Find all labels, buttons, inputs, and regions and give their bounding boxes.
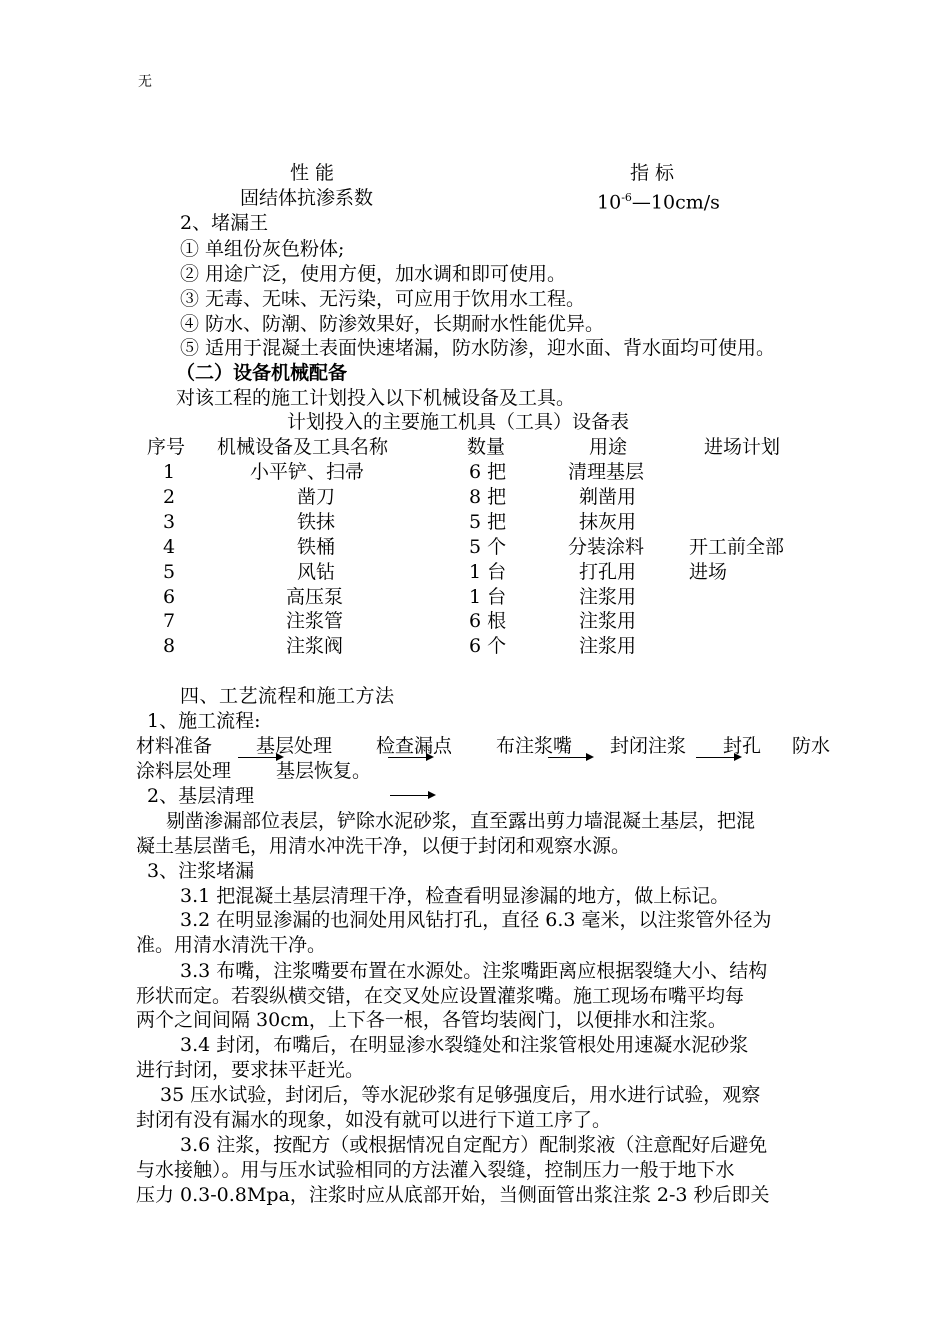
flow-arrow-icon [388,757,432,758]
flow-title: 1、施工流程: [147,710,261,732]
grout-paragraph: 压力 0.3-0.8Mpa，注浆时应从底部开始，当侧面管出浆注浆 2-3 秒后即关 [136,1184,770,1206]
table-cell-qty: 5 个 [469,536,507,558]
section2-intro: 对该工程的施工计划投入以下机械设备及工具。 [176,387,576,409]
flow-step: 布注浆嘴 [496,735,573,757]
table-cell-name: 铁桶 [297,536,336,558]
flow-step: 防水 [792,735,831,757]
table-cell-no: 7 [163,610,176,632]
clean-title: 2、基层清理 [147,785,255,807]
item2-point: ⑤ 适用于混凝土表面快速堵漏，防水防渗，迎水面、背水面均可使用。 [180,337,776,359]
flow-step: 检查漏点 [376,735,453,757]
flow-arrow-icon [696,757,740,758]
grout-paragraph: 封闭有没有漏水的现象，如没有就可以进行下道工序了。 [136,1109,612,1131]
grout-paragraph: 35 压水试验，封闭后，等水泥砂浆有足够强度后，用水进行试验，观察 [160,1084,761,1106]
table-cell-name: 注浆阀 [286,635,344,657]
table-cell-qty: 6 个 [469,635,507,657]
flow-step: 封孔 [723,735,762,757]
equipment-table-title: 计划投入的主要施工机具（工具）设备表 [287,411,630,433]
grout-paragraph: 3.6 注浆，按配方（或根据情况自定配方）配制浆液（注意配好后避免 [180,1134,768,1156]
flow-arrow-icon [548,757,592,758]
flow-step: 材料准备 [136,735,213,757]
flow-step: 基层恢复。 [276,760,372,782]
table-cell-use: 清理基层 [568,461,645,483]
table-cell-use: 注浆用 [579,610,637,632]
item2-point: ④ 防水、防潮、防渗效果好，长期耐水性能优异。 [180,313,605,335]
section2-heading: （二）设备机械配备 [176,362,348,384]
table-cell-name: 风钻 [297,561,336,583]
table-cell-name: 铁抹 [297,511,336,533]
perf-col1-header: 性 能 [290,162,335,184]
table-cell-qty: 5 把 [469,511,507,533]
table-cell-no: 3 [163,511,176,533]
grout-paragraph: 准。用清水清洗干净。 [136,934,327,956]
flow-arrow-icon [390,795,434,796]
table-cell-use: 注浆用 [579,635,637,657]
table-cell-use: 分装涂料 [568,536,645,558]
item2-point: ② 用途广泛，使用方便，加水调和即可使用。 [180,263,567,285]
grout-paragraph: 两个之间间隔 30cm，上下各一根，各管均装阀门，以便排水和注浆。 [136,1009,727,1031]
table-cell-name: 小平铲、扫帚 [250,461,365,483]
item2-point: ③ 无毒、无味、无污染，可应用于饮用水工程。 [180,288,586,310]
clean-text: 凝土基层凿毛，用清水冲洗干净，以便于封闭和观察水源。 [136,835,631,857]
table-cell-name: 凿刀 [297,486,336,508]
table-header-plan: 进场计划 [704,436,781,458]
table-cell-qty: 6 把 [469,461,507,483]
table-header-name: 机械设备及工具名称 [217,436,389,458]
table-plan-line2: 进场 [689,561,728,583]
table-cell-qty: 1 台 [469,561,507,583]
table-cell-no: 5 [163,561,176,583]
perf-row-value: $10^{-6}—10cm/s$ [597,191,720,214]
grout-title: 3、注浆堵漏 [147,860,255,882]
clean-text: 剔凿渗漏部位表层，铲除水泥砂浆，直至露出剪力墙混凝土基层，把混 [166,810,756,832]
table-cell-no: 4 [163,536,176,558]
flow-step: 涂料层处理 [136,760,232,782]
section4-heading: 四、工艺流程和施工方法 [180,685,395,707]
table-plan-line1: 开工前全部 [689,536,785,558]
perf-col2-header: 指 标 [630,162,675,184]
grout-paragraph: 3.4 封闭，布嘴后，在明显渗水裂缝处和注浆管根处用速凝水泥砂浆 [180,1034,749,1056]
flow-step: 基层处理 [256,735,333,757]
table-header-no: 序号 [147,436,186,458]
table-cell-qty: 1 台 [469,586,507,608]
table-header-use: 用途 [589,436,628,458]
table-cell-qty: 6 根 [469,610,507,632]
table-header-qty: 数量 [467,436,506,458]
grout-paragraph: 3.3 布嘴，注浆嘴要布置在水源处。注浆嘴距离应根据裂缝大小、结构 [180,960,768,982]
grout-paragraph: 与水接触）。用与压水试验相同的方法灌入裂缝，控制压力一般于地下水 [136,1159,735,1181]
header-mark: 无 [138,74,152,90]
grout-paragraph: 3.2 在明显渗漏的也洞处用风钻打孔，直径 6.3 毫米，以注浆管外径为 [180,909,772,931]
table-cell-no: 1 [163,461,176,483]
table-cell-name: 注浆管 [286,610,344,632]
item2-point: ① 单组份灰色粉体; [180,238,345,260]
grout-paragraph: 3.1 把混凝土基层清理干净，检查看明显渗漏的地方，做上标记。 [180,885,730,907]
grout-paragraph: 进行封闭，要求抹平赶光。 [136,1059,365,1081]
table-cell-use: 抹灰用 [579,511,637,533]
table-cell-no: 2 [163,486,176,508]
table-cell-no: 8 [163,635,176,657]
flow-arrow-icon [238,757,282,758]
table-cell-use: 剃凿用 [579,486,637,508]
table-cell-use: 打孔用 [579,561,637,583]
table-cell-qty: 8 把 [469,486,507,508]
grout-paragraph: 形状而定。若裂纵横交错，在交叉处应设置灌浆嘴。施工现场布嘴平均每 [136,985,745,1007]
flow-step: 封闭注浆 [610,735,687,757]
table-cell-no: 6 [163,586,176,608]
table-cell-use: 注浆用 [579,586,637,608]
perf-row-label: 固结体抗渗系数 [240,187,374,209]
item2-title: 2、堵漏王 [180,212,269,234]
table-cell-name: 高压泵 [286,586,344,608]
